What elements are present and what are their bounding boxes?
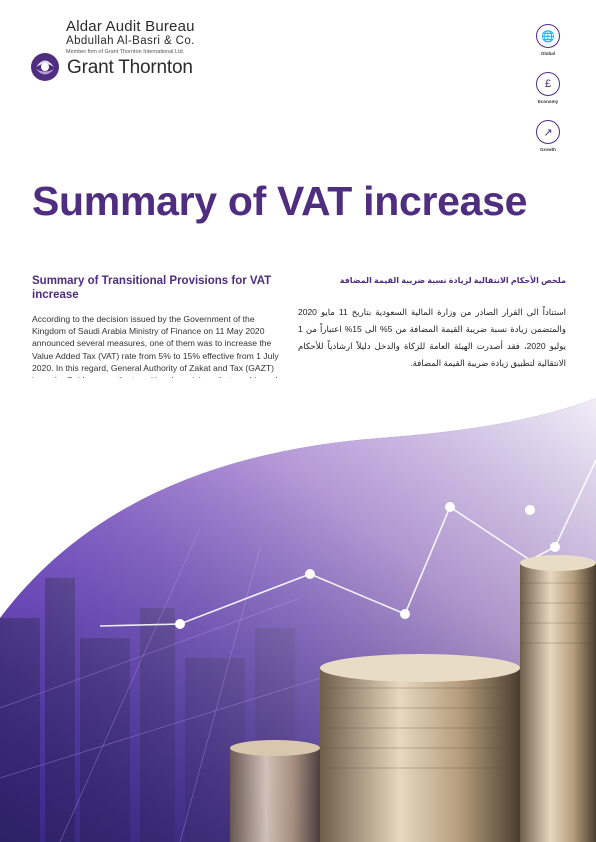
firm-header bbox=[66, 18, 195, 56]
growth-label: Growth bbox=[540, 147, 556, 152]
firm-name: Aldar Audit Bureau bbox=[66, 18, 195, 35]
hero-image bbox=[0, 378, 596, 842]
arabic-body: استناداً الى القرار الصادر من وزارة المالية السعودية بتاريخ 11 مايو 2020 والمتضمن زيادة نسبة ضريبة القيمة المضافة من 5% الى 15% اعتباراً من 1 يوليو 2020، فقد أصدرت الهيئة العامة للزكاة والدخل دليلاً ارشادياً للأحكام الانتقالية لتطبيق زيادة ضريبة القيمة المضافة. bbox=[298, 307, 567, 368]
globe-icon: 🌐 bbox=[536, 24, 560, 48]
firm-subname: Abdullah Al-Basri & Co. bbox=[66, 35, 195, 47]
member-line: Member firm of Grant Thornton International Ltd. bbox=[66, 49, 185, 55]
logo-text: Grant Thornton bbox=[67, 57, 193, 78]
page-title: Summary of VAT increase bbox=[32, 178, 528, 224]
english-subtitle: Summary of Transitional Provisions for VAT increase bbox=[32, 275, 272, 301]
economy-label: Economy bbox=[537, 99, 559, 104]
english-body: According to the decision issued by the Government of the Kingdom of Saudi Arabia Ministry of Finance on 11 May 2020 announced several measures, one of them was to increase the Value Added Tax (VAT) rate from 5% to 15% effective from 1 July 2020. In this regard, General Authority of Zakat and Tax (GAZT) bbox=[32, 314, 279, 373]
growth-icon: ↗ bbox=[536, 120, 560, 144]
growth-icon-block bbox=[535, 120, 561, 152]
arabic-subtitle: ملخص الأحكام الانتقالية لزيادة نسبة ضريبة القيمة المضافة bbox=[339, 276, 566, 285]
currency-icon: £ bbox=[536, 72, 560, 96]
global-label: Global bbox=[540, 51, 555, 56]
global-icon-block bbox=[535, 24, 561, 56]
economy-icon-block bbox=[535, 72, 561, 104]
grant-thornton-logo-icon bbox=[30, 52, 64, 82]
